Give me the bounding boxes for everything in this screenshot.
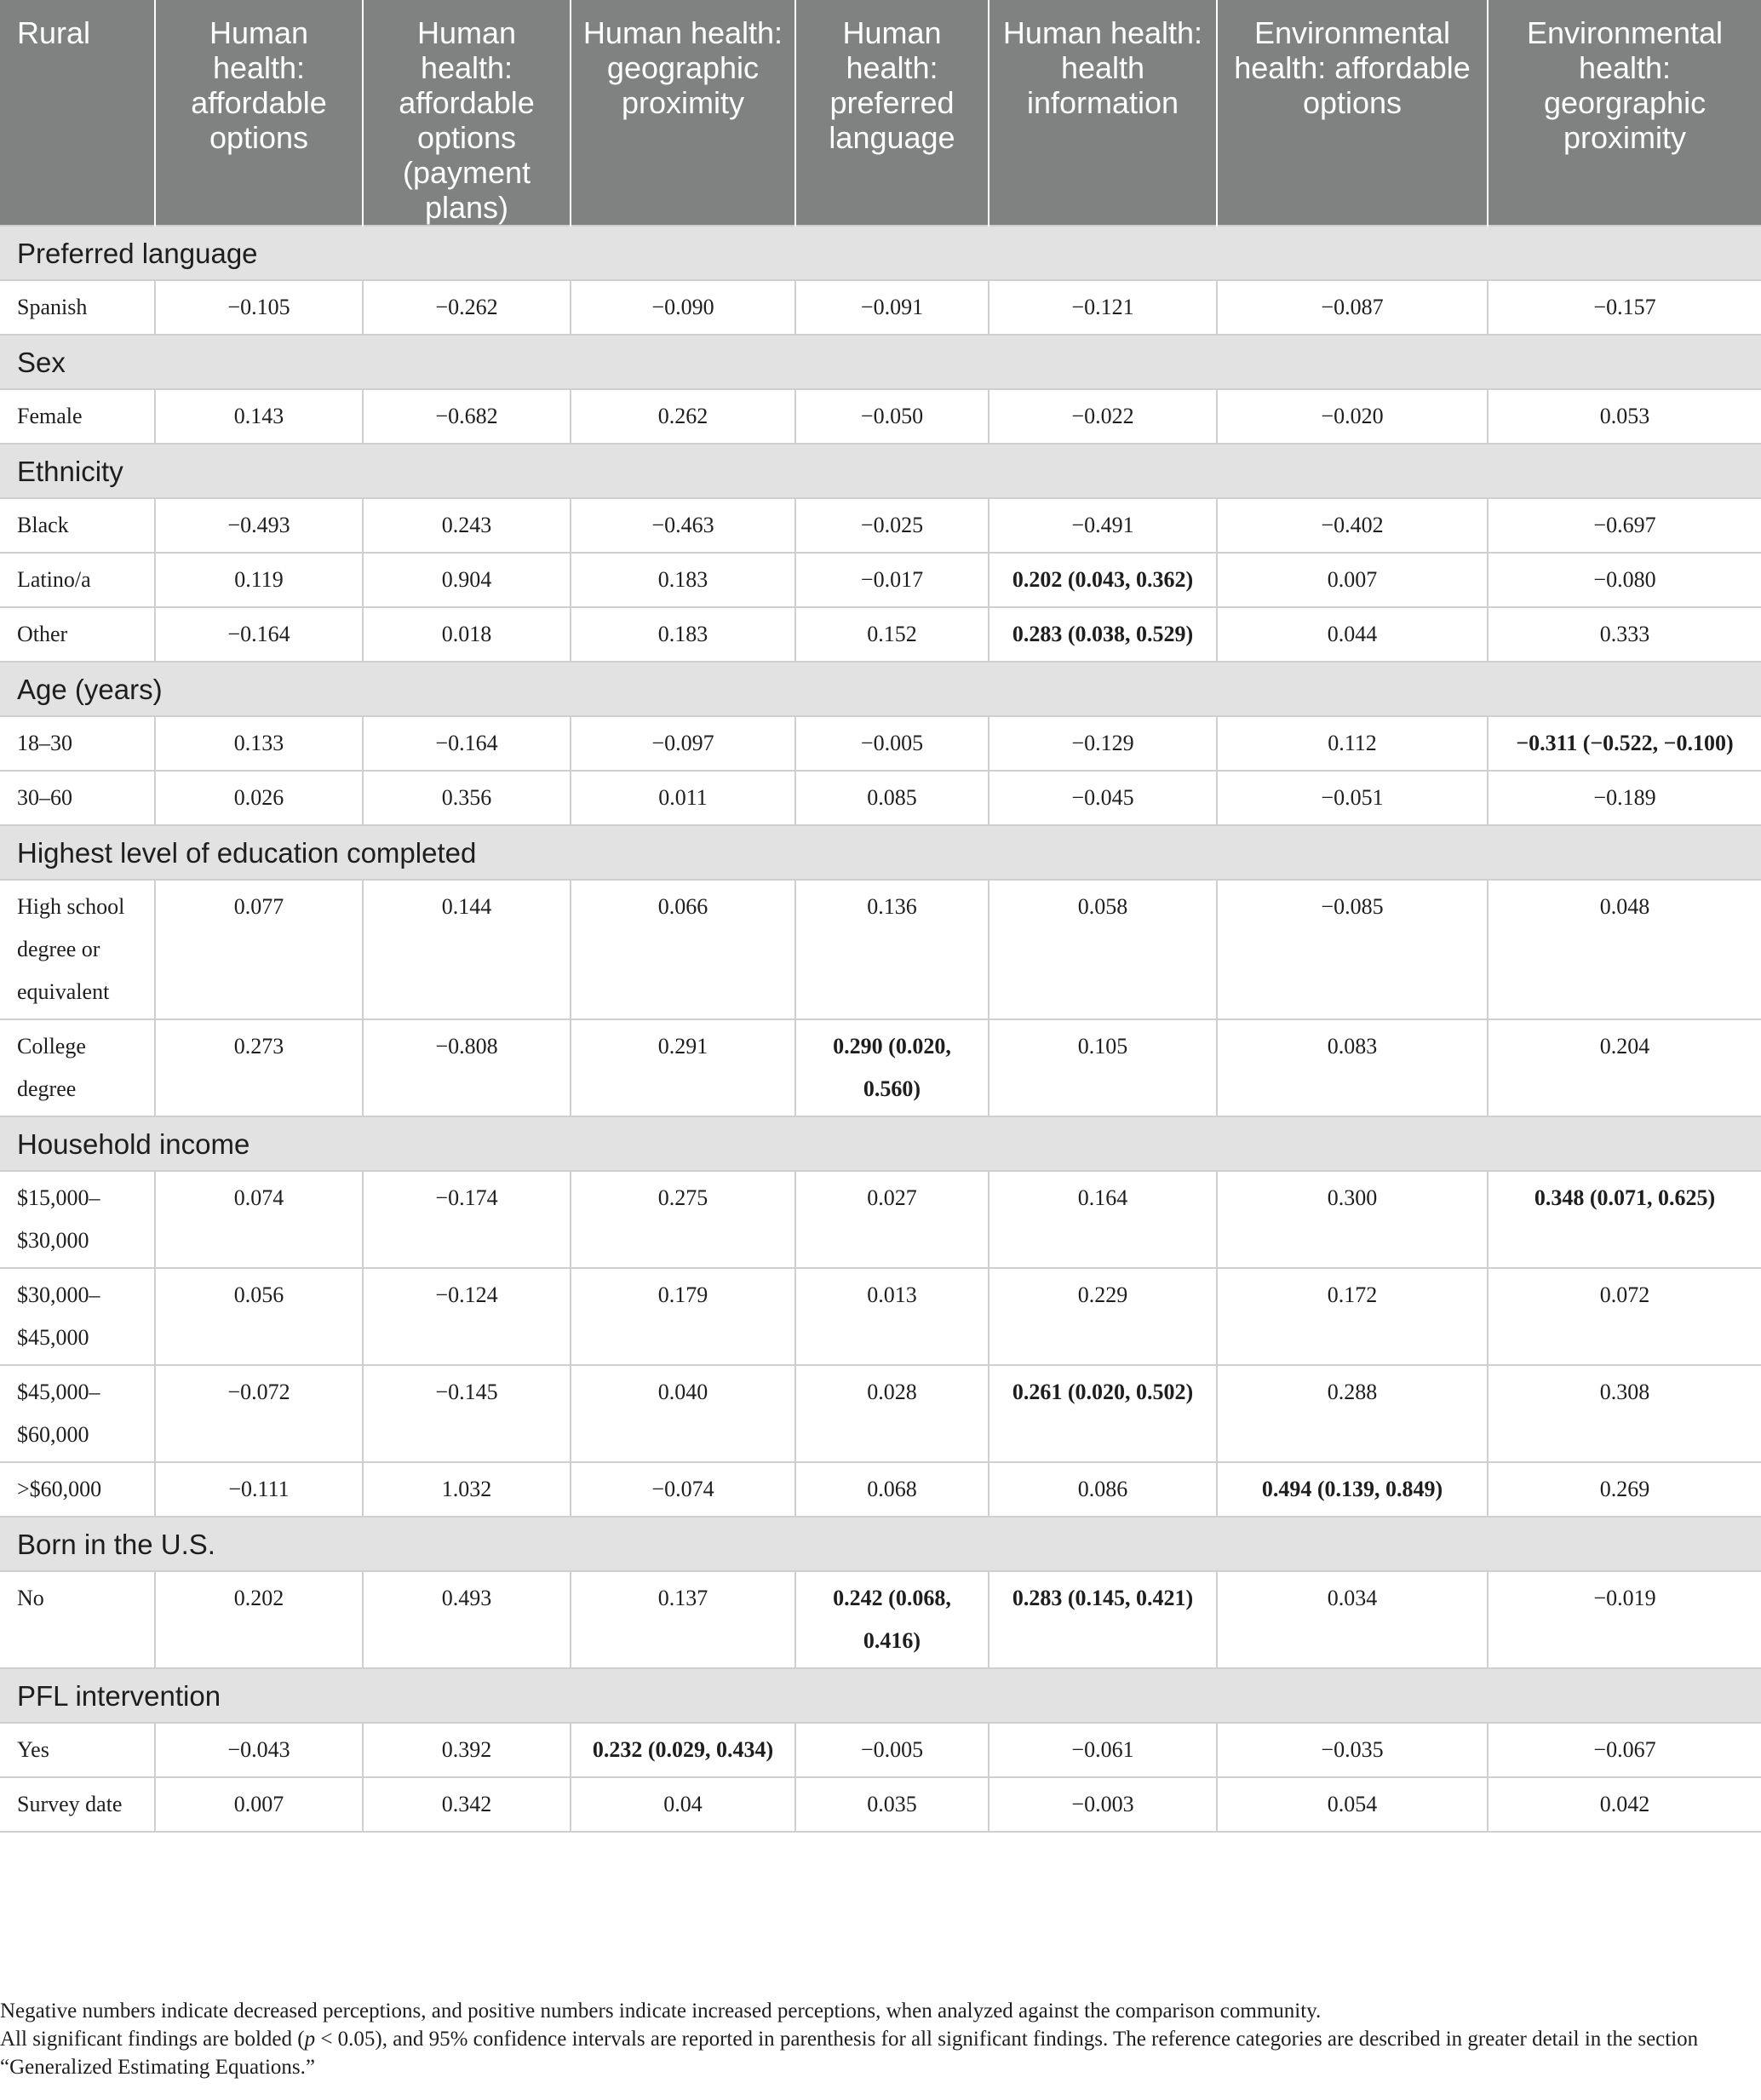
table-cell: 0.144 xyxy=(363,880,571,1019)
row-label: High school degree or equivalent xyxy=(0,880,155,1019)
row-label: >$60,000 xyxy=(0,1462,155,1517)
table-cell: 0.342 xyxy=(363,1777,571,1832)
table-cell: −0.189 xyxy=(1488,771,1761,825)
table-cell: −0.682 xyxy=(363,389,571,444)
section-row xyxy=(0,335,1761,389)
table-cell: 0.011 xyxy=(571,771,795,825)
table-row xyxy=(0,716,1761,771)
table-cell: −0.022 xyxy=(989,389,1217,444)
header-hh-language: Human health: preferred language xyxy=(795,0,989,226)
table-cell: 0.056 xyxy=(155,1268,363,1365)
section-row xyxy=(0,1517,1761,1571)
table-cell: −0.067 xyxy=(1488,1723,1761,1777)
table-cell: −0.003 xyxy=(989,1777,1217,1832)
table-cell: 0.048 xyxy=(1488,880,1761,1019)
table-cell: −0.091 xyxy=(795,280,989,335)
table-cell: −0.051 xyxy=(1217,771,1488,825)
row-label: Yes xyxy=(0,1723,155,1777)
table-cell: 0.300 xyxy=(1217,1171,1488,1268)
row-label: No xyxy=(0,1571,155,1668)
table-row xyxy=(0,498,1761,553)
section-row xyxy=(0,1668,1761,1723)
table-cell: 0.333 xyxy=(1488,607,1761,662)
table-cell: 0.202 (0.043, 0.362) xyxy=(989,553,1217,607)
table-cell: −0.491 xyxy=(989,498,1217,553)
table-cell: 0.308 xyxy=(1488,1365,1761,1462)
table-cell: −0.035 xyxy=(1217,1723,1488,1777)
table-cell: −0.463 xyxy=(571,498,795,553)
header-eh-affordable: Environmental health: affordable options xyxy=(1217,0,1488,226)
table-cell: 0.077 xyxy=(155,880,363,1019)
table-cell: 0.243 xyxy=(363,498,571,553)
table-row xyxy=(0,280,1761,335)
table-cell: 0.261 (0.020, 0.502) xyxy=(989,1365,1217,1462)
table-cell: 0.229 xyxy=(989,1268,1217,1365)
table-cell: 0.035 xyxy=(795,1777,989,1832)
table-cell: 0.007 xyxy=(155,1777,363,1832)
table-cell: 0.137 xyxy=(571,1571,795,1668)
section-row xyxy=(0,825,1761,880)
row-label: 18–30 xyxy=(0,716,155,771)
table-row xyxy=(0,771,1761,825)
table-row xyxy=(0,553,1761,607)
table-cell: 0.085 xyxy=(795,771,989,825)
table-cell: 0.291 xyxy=(571,1019,795,1116)
table-cell: 0.392 xyxy=(363,1723,571,1777)
section-label: Born in the U.S. xyxy=(0,1517,1761,1571)
table-cell: −0.121 xyxy=(989,280,1217,335)
table-cell: −0.025 xyxy=(795,498,989,553)
table-cell: 0.356 xyxy=(363,771,571,825)
row-label: College degree xyxy=(0,1019,155,1116)
table-row xyxy=(0,1019,1761,1116)
table-cell: −0.017 xyxy=(795,553,989,607)
table-cell: −0.111 xyxy=(155,1462,363,1517)
table-cell: 0.119 xyxy=(155,553,363,607)
table-cell: 0.105 xyxy=(989,1019,1217,1116)
row-label: Other xyxy=(0,607,155,662)
table-cell: −0.045 xyxy=(989,771,1217,825)
table-cell: 0.273 xyxy=(155,1019,363,1116)
note-line-1: Negative numbers indicate decreased perceptions, and positive numbers indicate increased perceptions, when analyzed against the comparison community. xyxy=(0,2000,1322,2023)
table-cell: −0.164 xyxy=(363,716,571,771)
table-cell: 0.026 xyxy=(155,771,363,825)
table-cell: −0.043 xyxy=(155,1723,363,1777)
table-cell: 0.493 xyxy=(363,1571,571,1668)
table-row xyxy=(0,1571,1761,1668)
table-cell: 0.242 (0.068, 0.416) xyxy=(795,1571,989,1668)
table-row xyxy=(0,1365,1761,1462)
table-cell: 0.348 (0.071, 0.625) xyxy=(1488,1171,1761,1268)
section-label: Ethnicity xyxy=(0,444,1761,498)
table-row xyxy=(0,1777,1761,1832)
table-cell: −0.080 xyxy=(1488,553,1761,607)
section-row xyxy=(0,226,1761,280)
table-cell: 0.007 xyxy=(1217,553,1488,607)
table-cell: 0.068 xyxy=(795,1462,989,1517)
section-label: PFL intervention xyxy=(0,1668,1761,1723)
section-label: Highest level of education completed xyxy=(0,825,1761,880)
table-cell: 0.027 xyxy=(795,1171,989,1268)
table-cell: −0.402 xyxy=(1217,498,1488,553)
table-cell: 0.152 xyxy=(795,607,989,662)
table-cell: 0.083 xyxy=(1217,1019,1488,1116)
table-cell: 0.183 xyxy=(571,607,795,662)
row-label: Black xyxy=(0,498,155,553)
table-cell: 0.202 xyxy=(155,1571,363,1668)
row-label: $45,000–$60,000 xyxy=(0,1365,155,1462)
table-cell: 0.143 xyxy=(155,389,363,444)
table-cell: −0.005 xyxy=(795,716,989,771)
table-cell: 0.288 xyxy=(1217,1365,1488,1462)
header-hh-affordable: Human health: affordable options xyxy=(155,0,363,226)
header-hh-information: Human health: health information xyxy=(989,0,1217,226)
table-cell: −0.005 xyxy=(795,1723,989,1777)
table-row xyxy=(0,1268,1761,1365)
table-cell: 0.053 xyxy=(1488,389,1761,444)
table-cell: 0.086 xyxy=(989,1462,1217,1517)
table-cell: −0.072 xyxy=(155,1365,363,1462)
table-cell: 0.066 xyxy=(571,880,795,1019)
table-cell: 0.262 xyxy=(571,389,795,444)
section-label: Household income xyxy=(0,1116,1761,1171)
table-cell: 0.290 (0.020, 0.560) xyxy=(795,1019,989,1116)
table-row xyxy=(0,607,1761,662)
table-cell: 0.074 xyxy=(155,1171,363,1268)
table-cell: 0.275 xyxy=(571,1171,795,1268)
table-notes xyxy=(0,1997,1761,2081)
table-cell: 0.112 xyxy=(1217,716,1488,771)
table-cell: 0.494 (0.139, 0.849) xyxy=(1217,1462,1488,1517)
table-cell: −0.087 xyxy=(1217,280,1488,335)
row-label: 30–60 xyxy=(0,771,155,825)
table-cell: 0.042 xyxy=(1488,1777,1761,1832)
table-cell: −0.061 xyxy=(989,1723,1217,1777)
table-cell: −0.808 xyxy=(363,1019,571,1116)
section-row xyxy=(0,444,1761,498)
table-row xyxy=(0,880,1761,1019)
table-cell: −0.174 xyxy=(363,1171,571,1268)
table-cell: 0.136 xyxy=(795,880,989,1019)
table-cell: 0.179 xyxy=(571,1268,795,1365)
table-row xyxy=(0,1171,1761,1268)
table-cell: −0.124 xyxy=(363,1268,571,1365)
header-hh-proximity: Human health: geographic proximity xyxy=(571,0,795,226)
table-cell: 0.028 xyxy=(795,1365,989,1462)
section-row xyxy=(0,662,1761,716)
table-cell: 0.058 xyxy=(989,880,1217,1019)
table-cell: −0.019 xyxy=(1488,1571,1761,1668)
table-cell: 0.283 (0.145, 0.421) xyxy=(989,1571,1217,1668)
table-cell: −0.311 (−0.522, −0.100) xyxy=(1488,716,1761,771)
table-body xyxy=(0,226,1761,1832)
table-cell: 0.072 xyxy=(1488,1268,1761,1365)
table-cell: −0.157 xyxy=(1488,280,1761,335)
table-row xyxy=(0,1723,1761,1777)
table-cell: −0.105 xyxy=(155,280,363,335)
table-cell: 0.283 (0.038, 0.529) xyxy=(989,607,1217,662)
table-cell: 0.013 xyxy=(795,1268,989,1365)
table-cell: 0.164 xyxy=(989,1171,1217,1268)
table-cell: 1.032 xyxy=(363,1462,571,1517)
note-line-2: All significant findings are bolded (p < 0.05), and 95% confidence intervals are reported in parenthesis for all significant findings. The reference categories are described in greater detail in the section “Generalized Estimating Equations.” xyxy=(0,2028,1699,2079)
table-cell: 0.204 xyxy=(1488,1019,1761,1116)
table-cell: 0.183 xyxy=(571,553,795,607)
section-label: Age (years) xyxy=(0,662,1761,716)
table-cell: −0.090 xyxy=(571,280,795,335)
row-label: Female xyxy=(0,389,155,444)
table-row xyxy=(0,389,1761,444)
table-cell: 0.040 xyxy=(571,1365,795,1462)
table-cell: −0.164 xyxy=(155,607,363,662)
header-eh-proximity: Environmental health: georgraphic proximity xyxy=(1488,0,1761,226)
table-row xyxy=(0,1462,1761,1517)
table-cell: 0.133 xyxy=(155,716,363,771)
table-cell: −0.697 xyxy=(1488,498,1761,553)
section-row xyxy=(0,1116,1761,1171)
section-label: Preferred language xyxy=(0,226,1761,280)
row-label: $15,000–$30,000 xyxy=(0,1171,155,1268)
table-cell: −0.145 xyxy=(363,1365,571,1462)
table-cell: 0.034 xyxy=(1217,1571,1488,1668)
table-cell: 0.232 (0.029, 0.434) xyxy=(571,1723,795,1777)
row-label: Latino/a xyxy=(0,553,155,607)
table-cell: −0.074 xyxy=(571,1462,795,1517)
section-label: Sex xyxy=(0,335,1761,389)
header-hh-payment-plans: Human health: affordable options (payment plans) xyxy=(363,0,571,226)
table-cell: −0.050 xyxy=(795,389,989,444)
table-cell: 0.044 xyxy=(1217,607,1488,662)
header-rural: Rural xyxy=(0,0,155,226)
table-cell: −0.262 xyxy=(363,280,571,335)
table-cell: 0.054 xyxy=(1217,1777,1488,1832)
header-row xyxy=(0,0,1761,226)
row-label: Spanish xyxy=(0,280,155,335)
table-cell: −0.129 xyxy=(989,716,1217,771)
table-cell: 0.172 xyxy=(1217,1268,1488,1365)
table-cell: −0.085 xyxy=(1217,880,1488,1019)
table-cell: 0.04 xyxy=(571,1777,795,1832)
table-cell: 0.904 xyxy=(363,553,571,607)
row-label: Survey date xyxy=(0,1777,155,1832)
row-label: $30,000–$45,000 xyxy=(0,1268,155,1365)
table-cell: 0.269 xyxy=(1488,1462,1761,1517)
table-cell: −0.493 xyxy=(155,498,363,553)
table-cell: 0.018 xyxy=(363,607,571,662)
table-cell: −0.020 xyxy=(1217,389,1488,444)
table-cell: −0.097 xyxy=(571,716,795,771)
